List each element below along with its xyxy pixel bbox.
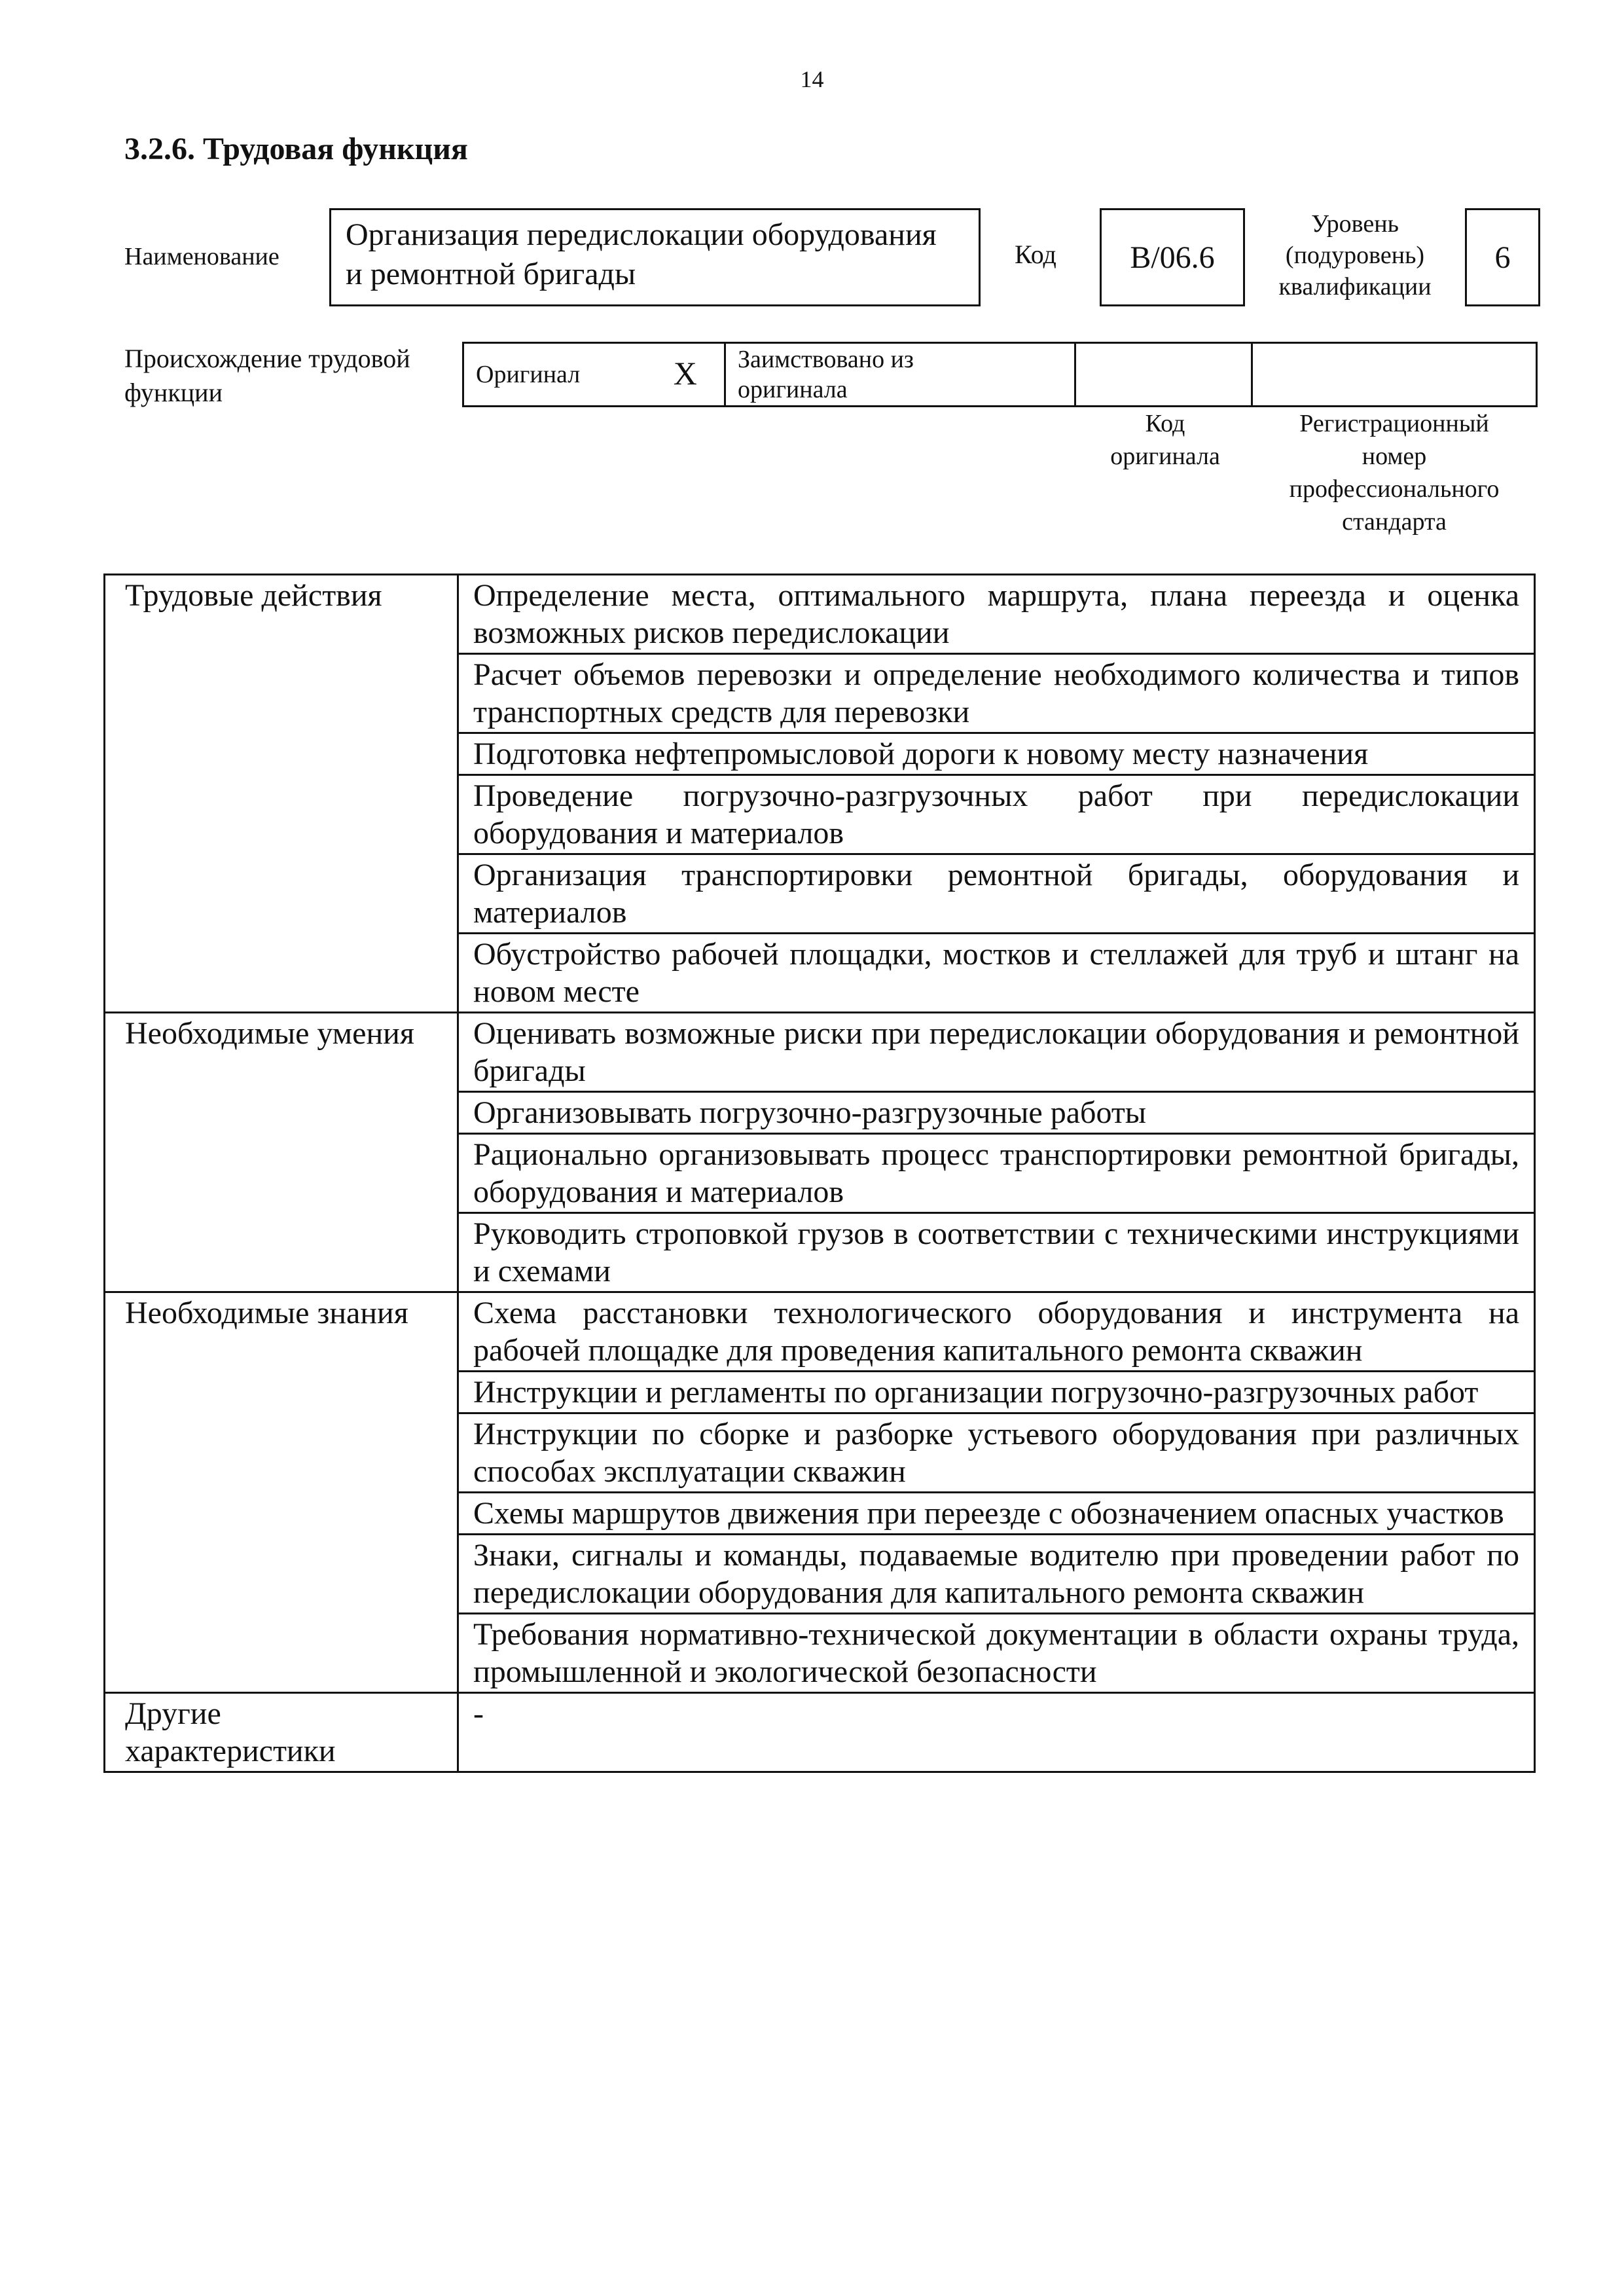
origin-code-cell [1075, 343, 1252, 407]
level-value: 6 [1494, 240, 1511, 275]
origin-mark-cell [647, 343, 725, 407]
other-label-line1: Другие [125, 1696, 221, 1731]
function-details-table [103, 574, 1536, 1773]
origin-label-line2: функции [124, 378, 223, 407]
table-cell: Инструкции по сборке и разборке устьевого оборудования при различных способах эксплуатации скважин [458, 1413, 1535, 1493]
code-label: Код [1015, 240, 1056, 269]
origin-borrowed-line2: оригинала [738, 376, 848, 403]
table-cell: Подготовка нефтепромысловой дороги к новому месту назначения [458, 733, 1535, 775]
function-name-line2: и ремонтной бригады [346, 257, 636, 291]
table-cell: Схема расстановки технологического оборудования и инструмента на рабочей площадке для проведения капитального ремонта скважин [458, 1292, 1535, 1372]
caption-reg-line1: Регистрационный [1299, 410, 1489, 437]
origin-label [124, 342, 445, 410]
table-row [105, 1292, 1535, 1372]
level-box [1465, 208, 1540, 306]
table-cell: Оценивать возможные риски при передислокации оборудования и ремонтной бригады [458, 1013, 1535, 1092]
function-name-line1: Организация передислокации оборудования [346, 217, 937, 252]
page-number: 14 [800, 66, 824, 92]
caption-original-code [1067, 407, 1263, 473]
table-cell: Обустройство рабочей площадки, мостков и стеллажей для труб и штанг на новом месте [458, 934, 1535, 1013]
other-label-line2: характеристики [125, 1734, 336, 1768]
section-heading: 3.2.6. Трудовая функция [124, 132, 468, 166]
table-cell: Рационально организовывать процесс транспортировки ремонтной бригады, оборудования и материалов [458, 1134, 1535, 1213]
table-cell: Руководить строповкой грузов в соответствии с техническими инструкциями и схемами [458, 1213, 1535, 1292]
category-labor-actions: Трудовые действия [105, 575, 458, 1013]
origin-original-label: Оригинал [476, 361, 581, 388]
table-row [105, 1693, 1535, 1772]
level-label [1257, 208, 1453, 302]
origin-original-cell [463, 343, 647, 407]
table-cell: Определение места, оптимального маршрута, плана переезда и оценка возможных рисков передислокации [458, 575, 1535, 654]
table-cell: Требования нормативно-технической документации в области охраны труда, промышленной и экологической безопасности [458, 1614, 1535, 1693]
table-row [105, 575, 1535, 654]
code-box [1100, 208, 1245, 306]
origin-reg-cell [1252, 343, 1537, 407]
level-label-line3: квалификации [1278, 273, 1432, 301]
code-value: В/06.6 [1130, 240, 1215, 275]
origin-borrowed-cell [725, 343, 1075, 407]
table-cell: Организовывать погрузочно-разгрузочные работы [458, 1092, 1535, 1134]
category-required-skills: Необходимые умения [105, 1013, 458, 1292]
category-other-characteristics [105, 1693, 458, 1772]
caption-reg-line2: номер [1362, 443, 1427, 470]
origin-label-line1: Происхождение трудовой [124, 344, 410, 373]
table-cell: Организация транспортировки ремонтной бригады, оборудования и материалов [458, 854, 1535, 934]
category-required-knowledge: Необходимые знания [105, 1292, 458, 1693]
table-cell: - [458, 1693, 1535, 1772]
function-name-box [329, 208, 981, 306]
origin-table [462, 342, 1538, 407]
level-label-line1: Уровень [1311, 210, 1399, 238]
caption-registration-number [1244, 407, 1545, 538]
table-cell: Знаки, сигналы и команды, подаваемые водителю при проведении работ по передислокации оборудования для капитального ремонта скважин [458, 1535, 1535, 1614]
caption-code-line1: Код [1145, 410, 1185, 437]
origin-borrowed-line1: Заимствовано из [738, 346, 914, 373]
table-cell: Проведение погрузочно-разгрузочных работ при передислокации оборудования и материалов [458, 775, 1535, 854]
table-cell: Расчет объемов перевозки и определение необходимого количества и типов транспортных средств для перевозки [458, 654, 1535, 733]
table-cell: Схемы маршрутов движения при переезде с обозначением опасных участков [458, 1493, 1535, 1535]
level-label-line2: (подуровень) [1285, 242, 1425, 269]
name-label: Наименование [124, 243, 280, 270]
caption-reg-line4: стандарта [1342, 508, 1447, 536]
table-row [105, 1013, 1535, 1092]
caption-reg-line3: профессионального [1289, 475, 1500, 503]
caption-code-line2: оригинала [1110, 443, 1220, 470]
table-cell: Инструкции и регламенты по организации погрузочно-разгрузочных работ [458, 1372, 1535, 1413]
origin-mark: X [673, 354, 697, 392]
